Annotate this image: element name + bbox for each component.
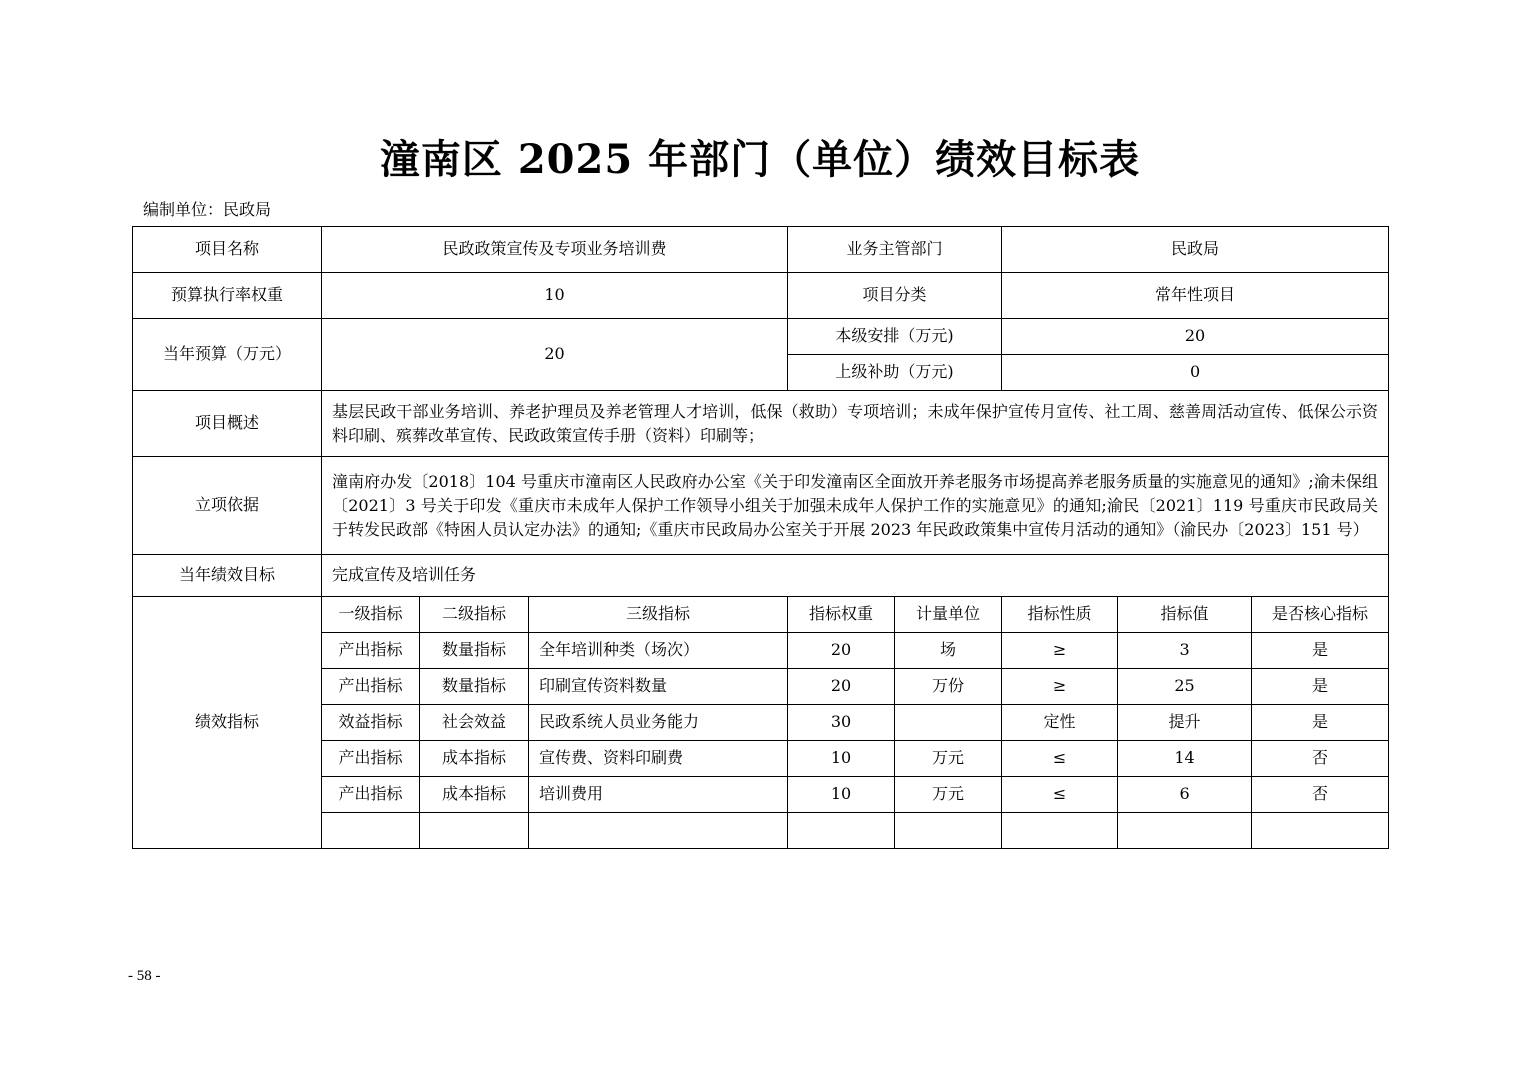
indicator-nature: ≥ bbox=[1002, 669, 1118, 705]
indicator-weight: 20 bbox=[788, 633, 895, 669]
indicator-unit bbox=[895, 813, 1002, 849]
table-row bbox=[133, 227, 1389, 273]
indicator-unit: 万元 bbox=[895, 741, 1002, 777]
indicator-level3: 宣传费、资料印刷费 bbox=[529, 741, 788, 777]
indicator-level2: 成本指标 bbox=[420, 777, 529, 813]
table-row bbox=[133, 457, 1389, 555]
indicator-row bbox=[133, 741, 1389, 777]
header-value: 指标值 bbox=[1118, 597, 1252, 633]
indicator-level1 bbox=[322, 813, 420, 849]
indicator-row bbox=[133, 705, 1389, 741]
subsidy-label: 上级补助（万元) bbox=[788, 355, 1002, 391]
indicator-weight: 20 bbox=[788, 669, 895, 705]
indicator-level1: 产出指标 bbox=[322, 633, 420, 669]
indicator-unit bbox=[895, 705, 1002, 741]
indicator-core bbox=[1252, 813, 1389, 849]
indicator-level2 bbox=[420, 813, 529, 849]
indicator-unit: 万元 bbox=[895, 777, 1002, 813]
indicator-level3: 民政系统人员业务能力 bbox=[529, 705, 788, 741]
indicator-level2: 数量指标 bbox=[420, 669, 529, 705]
project-name-label: 项目名称 bbox=[133, 227, 322, 273]
category-value: 常年性项目 bbox=[1002, 273, 1389, 319]
indicator-level3: 全年培训种类（场次） bbox=[529, 633, 788, 669]
overview-value: 基层民政干部业务培训、养老护理员及养老管理人才培训，低保（救助）专项培训；未成年保护宣传月宣传、社工周、慈善周活动宣传、低保公示资料印刷、殡葬改革宣传、民政政策宣传手册（资料）印刷等； bbox=[322, 391, 1389, 457]
indicator-core: 是 bbox=[1252, 633, 1389, 669]
exec-weight-value: 10 bbox=[322, 273, 788, 319]
page-number: - 58 - bbox=[128, 968, 161, 984]
overview-label: 项目概述 bbox=[133, 391, 322, 457]
indicator-row-empty bbox=[133, 813, 1389, 849]
indicator-level1: 产出指标 bbox=[322, 669, 420, 705]
indicator-core: 否 bbox=[1252, 777, 1389, 813]
indicator-value bbox=[1118, 813, 1252, 849]
indicator-core: 否 bbox=[1252, 741, 1389, 777]
subsidy-value: 0 bbox=[1002, 355, 1389, 391]
indicator-level1: 效益指标 bbox=[322, 705, 420, 741]
header-level3: 三级指标 bbox=[529, 597, 788, 633]
indicator-level3 bbox=[529, 813, 788, 849]
compiling-unit-value: 民政局 bbox=[223, 200, 272, 219]
local-value: 20 bbox=[1002, 319, 1389, 355]
dept-value: 民政局 bbox=[1002, 227, 1389, 273]
indicator-value: 25 bbox=[1118, 669, 1252, 705]
indicator-weight: 10 bbox=[788, 777, 895, 813]
indicator-row bbox=[133, 777, 1389, 813]
indicator-header-row bbox=[133, 597, 1389, 633]
indicator-core: 是 bbox=[1252, 705, 1389, 741]
indicator-row bbox=[133, 669, 1389, 705]
indicator-weight bbox=[788, 813, 895, 849]
performance-target-table bbox=[132, 226, 1389, 849]
header-unit: 计量单位 bbox=[895, 597, 1002, 633]
indicator-nature: 定性 bbox=[1002, 705, 1118, 741]
indicator-level2: 社会效益 bbox=[420, 705, 529, 741]
page-title: 潼南区 2025 年部门（单位）绩效目标表 bbox=[379, 136, 1141, 183]
header-weight: 指标权重 bbox=[788, 597, 895, 633]
indicator-core: 是 bbox=[1252, 669, 1389, 705]
indicator-level1: 产出指标 bbox=[322, 777, 420, 813]
local-label: 本级安排（万元) bbox=[788, 319, 1002, 355]
dept-label: 业务主管部门 bbox=[788, 227, 1002, 273]
indicator-value: 6 bbox=[1118, 777, 1252, 813]
table-row bbox=[133, 273, 1389, 319]
exec-weight-label: 预算执行率权重 bbox=[133, 273, 322, 319]
indicator-nature bbox=[1002, 813, 1118, 849]
goal-label: 当年绩效目标 bbox=[133, 555, 322, 597]
indicator-value: 14 bbox=[1118, 741, 1252, 777]
budget-label: 当年预算（万元） bbox=[133, 319, 322, 391]
basis-value: 潼南府办发〔2018〕104 号重庆市潼南区人民政府办公室《关于印发潼南区全面放开养老服务市场提高养老服务质量的实施意见的通知》;渝未保组〔2021〕3 号关于印发《重庆市未成年人保护工作领导小组关于加强未成年人保护工作的实施意见》的通知;渝民〔2021〕119 号重庆市民政局关于转发民政部《特困人员认定办法》的通知;《重庆市民政局办公室关于开展 2023 年民政政策集中宣传月活动的通知》（渝民办〔2023〕151 号） bbox=[322, 457, 1389, 555]
indicator-nature: ≤ bbox=[1002, 741, 1118, 777]
indicator-level1: 产出指标 bbox=[322, 741, 420, 777]
header-nature: 指标性质 bbox=[1002, 597, 1118, 633]
indicator-nature: ≥ bbox=[1002, 633, 1118, 669]
indicator-value: 提升 bbox=[1118, 705, 1252, 741]
indicators-label: 绩效指标 bbox=[133, 597, 322, 849]
table-row bbox=[133, 319, 1389, 355]
header-core: 是否核心指标 bbox=[1252, 597, 1389, 633]
indicator-level2: 数量指标 bbox=[420, 633, 529, 669]
indicator-weight: 30 bbox=[788, 705, 895, 741]
goal-value: 完成宣传及培训任务 bbox=[322, 555, 1389, 597]
indicator-level3: 培训费用 bbox=[529, 777, 788, 813]
basis-label: 立项依据 bbox=[133, 457, 322, 555]
project-name-value: 民政政策宣传及专项业务培训费 bbox=[322, 227, 788, 273]
category-label: 项目分类 bbox=[788, 273, 1002, 319]
budget-value: 20 bbox=[322, 319, 788, 391]
indicator-level2: 成本指标 bbox=[420, 741, 529, 777]
indicator-unit: 场 bbox=[895, 633, 1002, 669]
table-row bbox=[133, 391, 1389, 457]
indicator-level3: 印刷宣传资料数量 bbox=[529, 669, 788, 705]
indicator-value: 3 bbox=[1118, 633, 1252, 669]
header-level1: 一级指标 bbox=[322, 597, 420, 633]
compiling-unit-label: 编制单位： bbox=[143, 200, 224, 219]
compiling-unit bbox=[143, 197, 271, 220]
header-level2: 二级指标 bbox=[420, 597, 529, 633]
indicator-unit: 万份 bbox=[895, 669, 1002, 705]
indicator-weight: 10 bbox=[788, 741, 895, 777]
indicator-row bbox=[133, 633, 1389, 669]
table-row bbox=[133, 555, 1389, 597]
indicator-nature: ≤ bbox=[1002, 777, 1118, 813]
